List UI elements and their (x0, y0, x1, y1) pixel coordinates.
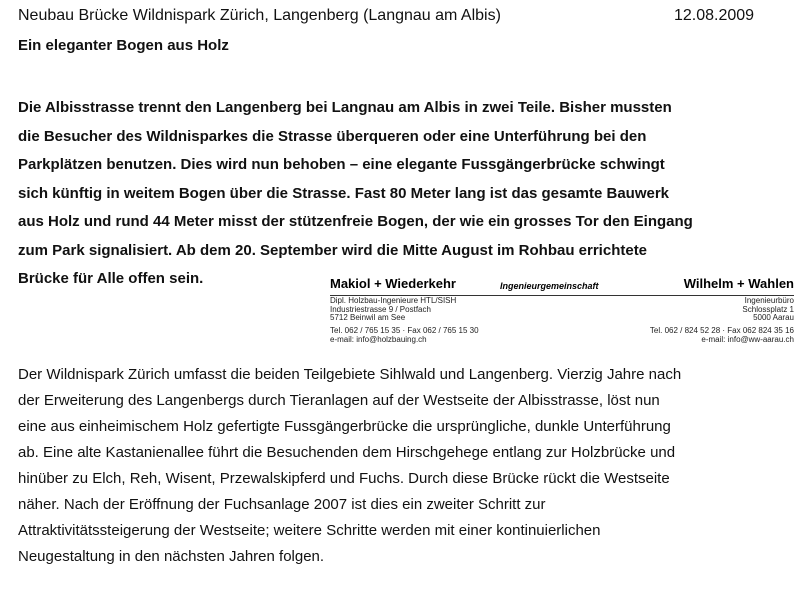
left-firm-address (330, 297, 456, 323)
body-line: hinüber zu Elch, Reh, Wisent, Przewalskipferd und Fuchs. Durch diese Brücke rückt die Westseite (18, 470, 670, 487)
body-line: ab. Eine alte Kastanienallee führt die Besuchenden dem Hirschgehege entlang zur Holzbrücke und (18, 444, 676, 461)
contact-phone: Tel. 062 / 824 52 28 · Fax 062 824 35 16 (649, 326, 794, 335)
body-line: eine aus einheimischem Holz gefertigte Fussgängerbrücke die ursprüngliche, dunkle Unterführung (18, 418, 671, 435)
lead-line: Die Albisstrasse trennt den Langenberg bei Langnau am Albis in zwei Teile. Bisher mussten (18, 99, 672, 116)
firm-name-left: Makiol + Wiederkehr (330, 276, 456, 291)
address-line: Ingenieurbüro (744, 296, 794, 305)
contact-phone: Tel. 062 / 765 15 35 · Fax 062 / 765 15 30 (330, 326, 479, 335)
lead-paragraph (18, 94, 788, 294)
address-line: Dipl. Holzbau-Ingenieure HTL/SISH (330, 296, 457, 305)
address-line: 5000 Aarau (753, 313, 794, 322)
left-firm-contact (330, 327, 479, 344)
contact-email: e-mail: info@ww-aarau.ch (701, 334, 794, 344)
body-line: Attraktivitätssteigerung der Westseite; weitere Schritte werden mit einer kontinuierlichen (18, 522, 601, 539)
body-line: näher. Nach der Eröffnung der Fuchsanlage 2007 ist dies ein zweiter Schritt zur (18, 496, 546, 513)
firm-name-right: Wilhelm + Wahlen (683, 276, 794, 291)
address-line: Industriestrasse 9 / Postfach (330, 304, 431, 314)
lead-line: sich künftig in weitem Bogen über die Strasse. Fast 80 Meter lang ist das gesamte Bauwerk (18, 184, 670, 202)
right-firm-address (742, 297, 794, 323)
contact-email: e-mail: info@holzbauing.ch (330, 334, 427, 344)
lead-line: aus Holz und rund 44 Meter misst der stützenfreie Bogen, der wie ein grosses Tor den Eingang (18, 213, 693, 230)
lead-line: Brücke für Alle offen sein. (18, 270, 204, 287)
lead-line: zum Park signalisiert. Ab dem 20. September wird die Mitte August im Rohbau errichtete (18, 241, 648, 259)
document-date: 12.08.2009 (674, 7, 755, 24)
address-line: Schlossplatz 1 (742, 304, 794, 314)
engineering-signature-block (330, 276, 794, 346)
document-subtitle: Ein eleganter Bogen aus Holz (18, 37, 229, 54)
body-line: Der Wildnispark Zürich umfasst die beiden Teilgebiete Sihlwald und Langenberg. Vierzig Jahre nach (18, 366, 682, 383)
lead-line: die Besucher des Wildnisparkes die Strasse überqueren oder eine Unterführung bei den (18, 127, 647, 145)
body-line: der Erweiterung des Langenbergs durch Tieranlagen auf der Westseite der Albisstrasse, löst nun (18, 392, 660, 409)
body-line: Neugestaltung in den nächsten Jahren folgen. (18, 548, 325, 565)
lead-line: Parkplätzen benutzen. Dies wird nun behoben – eine elegante Fussgängerbrücke schwingt (18, 156, 665, 173)
address-line: 5712 Beinwil am See (330, 313, 406, 322)
partnership-label: Ingenieurgemeinschaft (500, 281, 599, 291)
document-title: Neubau Brücke Wildnispark Zürich, Langenberg (Langnau am Albis) (18, 7, 501, 24)
right-firm-contact (650, 327, 794, 344)
body-paragraph (18, 362, 794, 570)
